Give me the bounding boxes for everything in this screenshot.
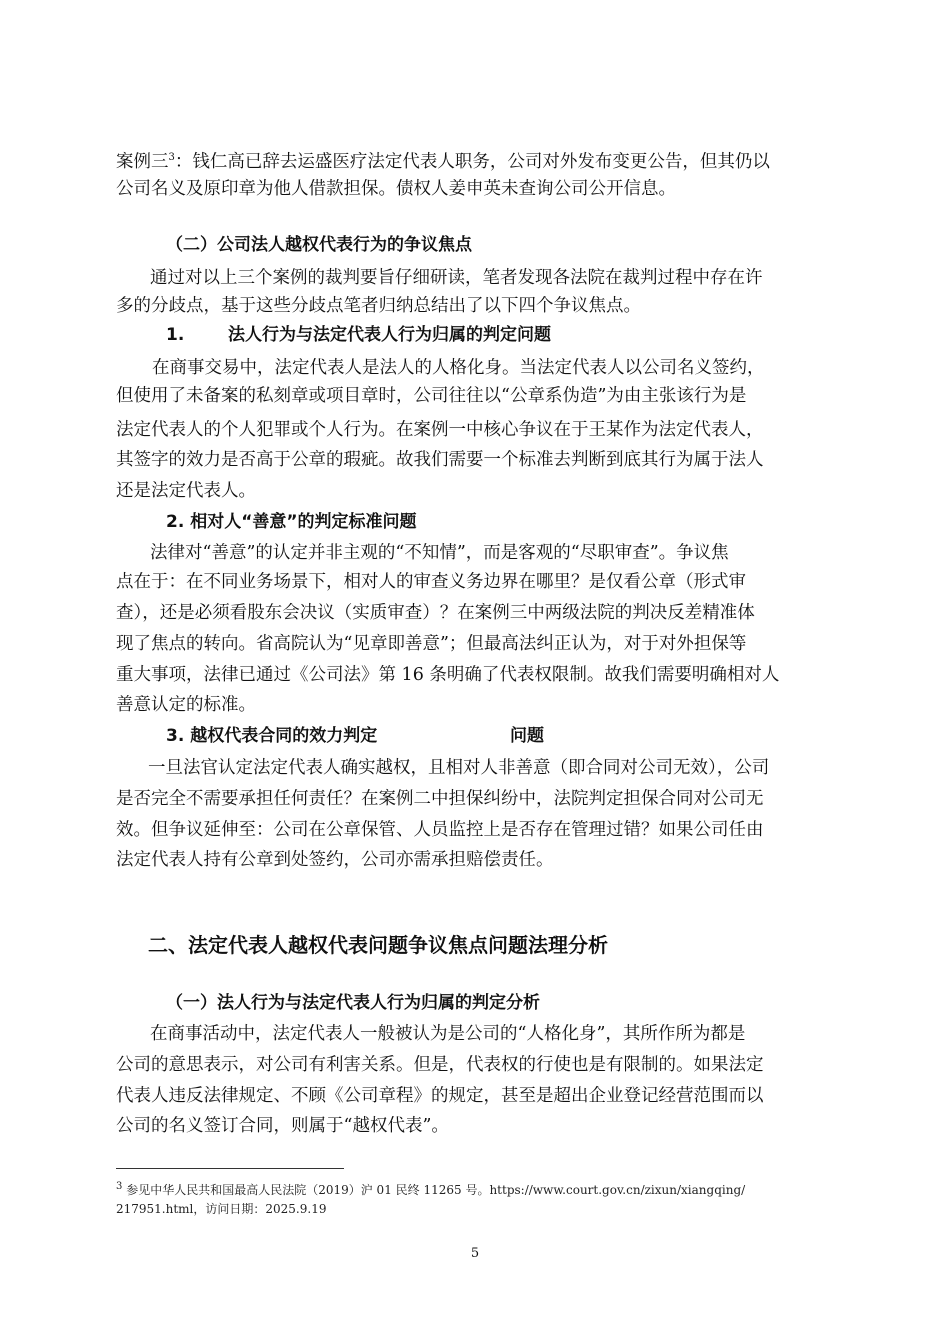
sub1-line-1: 在商事活动中，法定代表人一般被认为是公司的“人格化身”，其所作所为都是 xyxy=(150,1024,746,1044)
sub1-line-2: 公司的意思表示，对公司有利害关系。但是，代表权的行使也是有限制的。如果法定 xyxy=(116,1055,764,1075)
footnote-text: 参见中华人民共和国最高人民法院（2019）沪 01 民终 11265 号。https://www.court.gov.cn/zixun/xiangqing/ xyxy=(126,1183,746,1197)
item3-title-tail: 问题 xyxy=(510,726,544,746)
footnote-line-2: 217951.html，访问日期：2025.9.19 xyxy=(116,1202,327,1216)
section-heading: （二）公司法人越权代表行为的争议焦点 xyxy=(166,235,472,255)
intro-line-1: 通过对以上三个案例的裁判要旨仔细研读，笔者发现各法院在裁判过程中存在许 xyxy=(150,268,763,288)
chapter-heading: 二、法定代表人越权代表问题争议焦点问题法理分析 xyxy=(148,933,608,957)
item1-line-3: 法定代表人的个人犯罪或个人行为。在案例一中核心争议在于王某作为法定代表人， xyxy=(116,420,764,440)
footnote-separator xyxy=(116,1168,344,1169)
case3-line-2: 公司名义及原印章为他人借款担保。债权人姜申英未查询公司公开信息。 xyxy=(116,179,676,199)
case3-label: 案例三 xyxy=(116,152,169,172)
item3-line-2: 是否完全不需要承担任何责任？在案例二中担保纠纷中，法院判定担保合同对公司无 xyxy=(116,789,764,809)
footnote-mark: 3 xyxy=(116,1181,123,1192)
subsection-heading: （一）法人行为与法定代表人行为归属的判定分析 xyxy=(166,993,540,1013)
item2-title: 2. 相对人“善意”的判定标准问题 xyxy=(166,512,417,532)
sub1-line-4: 公司的名义签订合同，则属于“越权代表”。 xyxy=(116,1116,449,1136)
item1-title: 法人行为与法定代表人行为归属的判定问题 xyxy=(228,325,551,345)
intro-line-2: 多的分歧点，基于这些分歧点笔者归纳总结出了以下四个争议焦点。 xyxy=(116,296,641,316)
item3-line-3: 效。但争议延伸至：公司在公章保管、人员监控上是否存在管理过错？如果公司任由 xyxy=(116,820,764,840)
item1-line-5: 还是法定代表人。 xyxy=(116,481,256,501)
case3-line-1 xyxy=(116,150,770,174)
item1-line-1: 在商事交易中，法定代表人是法人的人格化身。当法定代表人以公司名义签约， xyxy=(152,358,765,378)
item1-line-4: 其签字的效力是否高于公章的瑕疵。故我们需要一个标准去判断到底其行为属于法人 xyxy=(116,450,764,470)
sub1-line-3: 代表人违反法律规定、不顾《公司章程》的规定，甚至是超出企业登记经营范围而以 xyxy=(116,1086,764,1106)
item3-line-1: 一旦法官认定法定代表人确实越权，且相对人非善意（即合同对公司无效），公司 xyxy=(148,758,770,778)
item1-line-2: 但使用了未备案的私刻章或项目章时，公司往往以“公章系伪造”为由主张该行为是 xyxy=(116,386,747,406)
item3-line-4: 法定代表人持有公章到处签约，公司亦需承担赔偿责任。 xyxy=(116,850,554,870)
item2-line-4: 现了焦点的转向。省高院认为“见章即善意”；但最高法纠正认为，对于对外担保等 xyxy=(116,634,747,654)
item2-line-6: 善意认定的标准。 xyxy=(116,695,256,715)
item3-title: 3. 越权代表合同的效力判定 xyxy=(166,726,378,746)
item2-line-2: 点在于：在不同业务场景下，相对人的审查义务边界在哪里？是仅看公章（形式审 xyxy=(116,572,746,592)
footnote-ref[interactable]: 3 xyxy=(168,152,175,164)
footnote-line-1 xyxy=(116,1181,745,1199)
item2-line-3: 查），还是必须看股东会决议（实质审查）？在案例三中两级法院的判决反差精准体 xyxy=(116,603,755,623)
item2-line-1: 法律对“善意”的认定并非主观的“不知情”，而是客观的“尽职审查”。争议焦 xyxy=(150,543,729,563)
item2-line-5: 重大事项，法律已通过《公司法》第 16 条明确了代表权限制。故我们需要明确相对人 xyxy=(116,665,780,685)
item1-number: 1. xyxy=(166,325,185,345)
case3-text: ：钱仁高已辞去运盛医疗法定代表人职务，公司对外发布变更公告，但其仍以 xyxy=(174,152,770,172)
page-number: 5 xyxy=(470,1246,480,1261)
